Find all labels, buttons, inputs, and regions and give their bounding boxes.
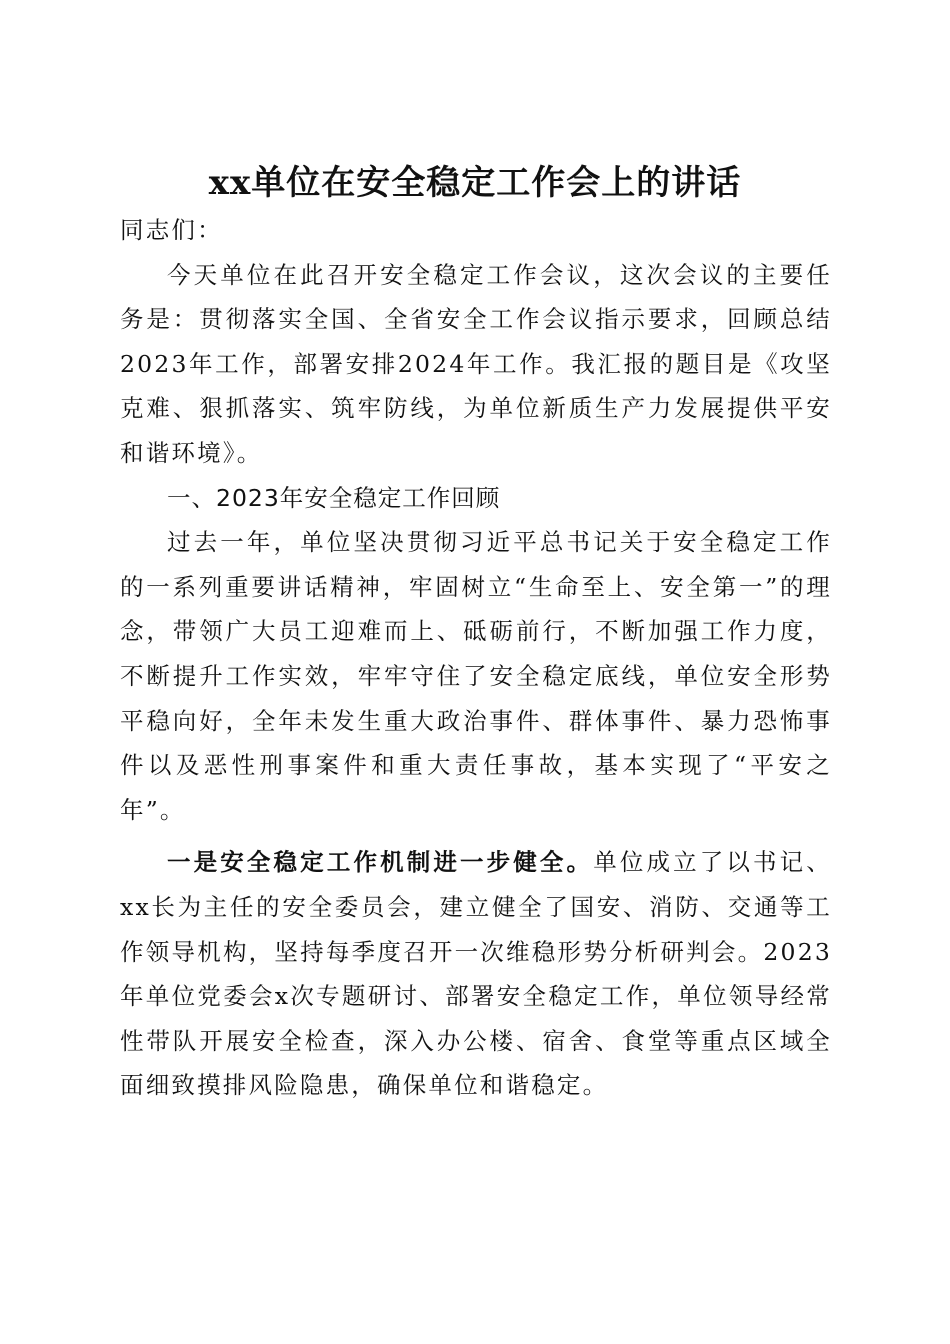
salutation: 同志们：: [120, 216, 223, 244]
point-body: 单位成立了以书记、xx长为主任的安全委员会，建立健全了国安、消防、交通等工作领导机构，坚持每季度召开一次维稳形势分析研判会。2023年单位党委会x次专题研讨、部署安全稳定工作，单位领导经常性带队开展安全检查，深入办公楼、宿舍、食堂等重点区域全面细致摸排风险隐患，确保单位和谐稳定。: [120, 848, 832, 1100]
point-paragraph: [120, 840, 832, 1108]
document-title: xx单位在安全稳定工作会上的讲话: [208, 162, 742, 203]
intro-paragraph: 今天单位在此召开安全稳定工作会议，这次会议的主要任务是：贯彻落实全国、全省安全工作会议指示要求，回顾总结2023年工作，部署安排2024年工作。我汇报的题目是《攻坚克难、狠抓落实、筑牢防线，为单位新质生产力发展提供平安和谐环境》。: [120, 260, 832, 467]
review-paragraph: 过去一年，单位坚决贯彻习近平总书记关于安全稳定工作的一系列重要讲话精神，牢固树立“生命至上、安全第一”的理念，带领广大员工迎难而上、砥砺前行，不断加强工作力度，不断提升工作实效，牢牢守住了安全稳定底线，单位安全形势平稳向好，全年未发生重大政治事件、群体事件、暴力恐怖事件以及恶性刑事案件和重大责任事故，基本实现了“平安之年”。: [120, 528, 832, 824]
document-body: [120, 208, 832, 1108]
section-heading: 一、2023年安全稳定工作回顾: [167, 483, 501, 512]
point-lead: 一是安全稳定工作机制进一步健全。: [167, 848, 594, 877]
